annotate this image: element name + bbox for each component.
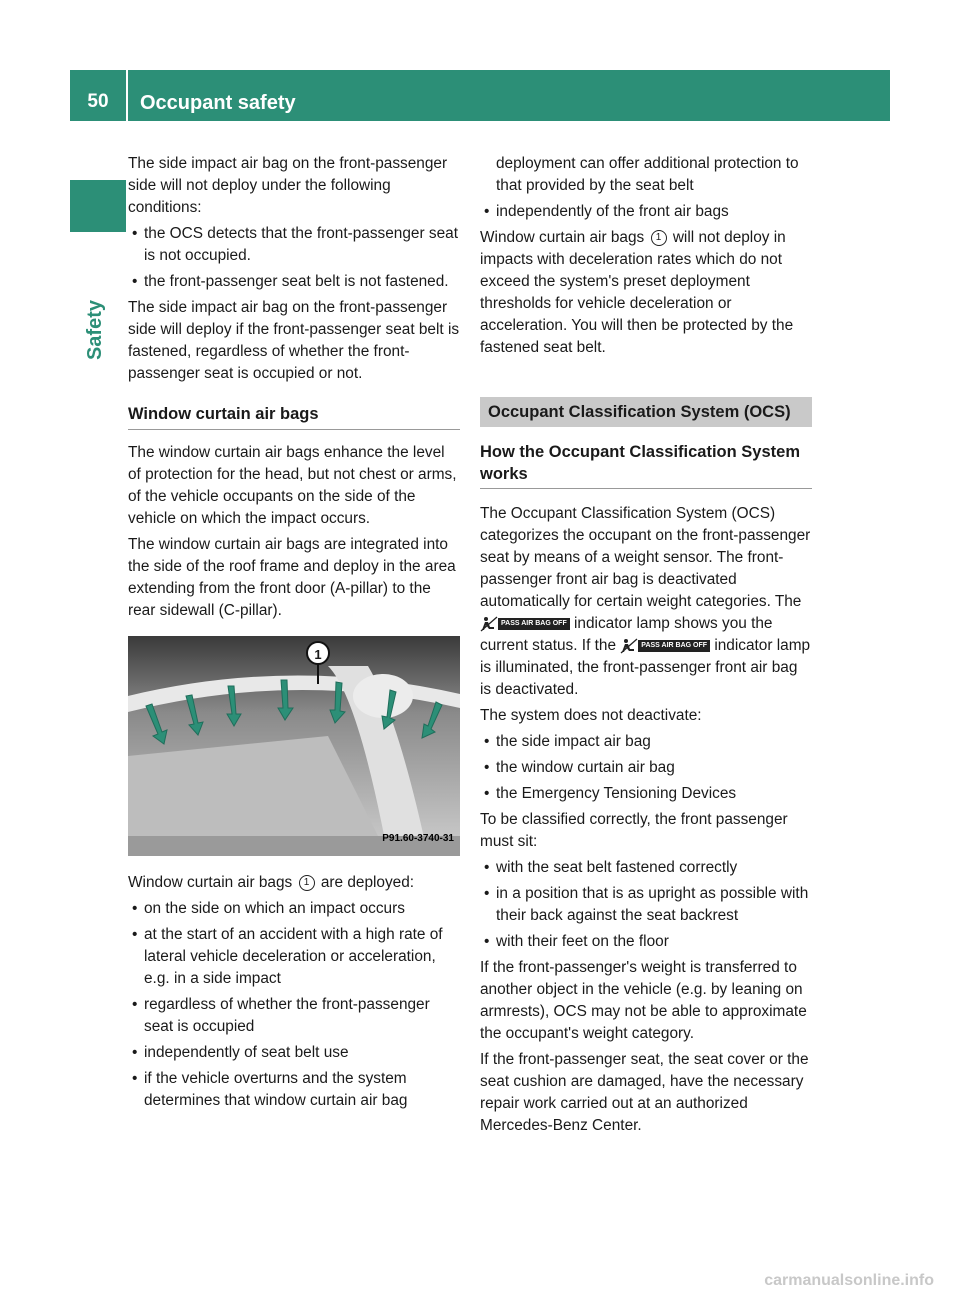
section-box-heading: Occupant Classification System (OCS) xyxy=(480,397,812,427)
list-item: • the window curtain air bag xyxy=(484,759,675,776)
paragraph: Window curtain air bags 1 will not deploy in impacts with deceleration rates which do not exceed the system's preset deployment thresholds for vehicle deceleration or acceleration. You will then be protected by the fastened seat belt. xyxy=(480,229,794,356)
section-marker xyxy=(70,180,126,232)
paragraph: If the front-passenger seat, the seat cover or the seat cushion are damaged, have the necessary repair work carried out at an authorized Mercedes-Benz Center. xyxy=(480,1051,809,1134)
header-separator xyxy=(126,70,128,121)
callout-1-icon: 1 xyxy=(651,230,667,246)
paragraph: The system does not deactivate: xyxy=(480,707,702,724)
car-interior-illustration xyxy=(128,636,460,856)
list-continuation: deployment can offer additional protection to that provided by the seat belt xyxy=(496,155,799,194)
pass-airbag-off-label: PASS AIR BAG OFF xyxy=(498,618,570,630)
list-item: • in a position that is as upright as possible with their back against the seat backrest xyxy=(484,885,809,924)
list-item: • with the seat belt fastened correctly xyxy=(484,859,738,876)
pass-airbag-off-label: PASS AIR BAG OFF xyxy=(638,640,710,652)
paragraph: Window curtain air bags 1 are deployed: xyxy=(128,874,415,891)
list-item: • the OCS detects that the front-passenger seat is not occupied. xyxy=(132,225,458,264)
paragraph: The Occupant Classification System (OCS) categorizes the occupant on the front-passenger seat by means of a weight sensor. The front-passenger front air bag is deactivated automatically for certain weight categories. The PASS AIR BAG OFF indicator lamp shows you the current status. If the PASS AIR BAG OFF indicator lamp is illuminated, the front-passenger front air bag is deactivated. xyxy=(480,505,811,698)
list-item: • the front-passenger seat belt is not fastened. xyxy=(132,273,449,290)
figure-code: P91.60-3740-31 xyxy=(382,833,454,844)
page-number: 50 xyxy=(87,91,109,112)
paragraph: The window curtain air bags are integrated into the side of the roof frame and deploy in the area extending from the front door (A-pillar) to the rear sidewall (C-pillar). xyxy=(128,536,456,619)
curtain-airbag-figure xyxy=(128,636,460,856)
section-heading: Window curtain air bags xyxy=(128,403,460,430)
list-item: • independently of the front air bags xyxy=(484,203,729,220)
paragraph: The window curtain air bags enhance the level of protection for the head, but not chest or arms, of the vehicle occupants on the side of the vehicle on which the impact occurs. xyxy=(128,444,457,527)
paragraph: If the front-passenger's weight is transferred to another object in the vehicle (e.g. by leaning on armrests), OCS may not be able to approximate the occupant's weight category. xyxy=(480,959,807,1042)
passenger-airbag-off-icon xyxy=(620,638,638,654)
list-item: • regardless of whether the front-passenger seat is occupied xyxy=(132,996,430,1035)
list-item: • at the start of an accident with a high rate of lateral vehicle deceleration or acceleration, e.g. in a side impact xyxy=(132,926,443,987)
list-item: • on the side on which an impact occurs xyxy=(132,900,405,917)
list-item: • the Emergency Tensioning Devices xyxy=(484,785,737,802)
page-number-box xyxy=(70,70,126,121)
callout-1-icon: 1 xyxy=(299,875,315,891)
figure-callout: 1 xyxy=(314,647,322,662)
page-title: Occupant safety xyxy=(140,92,296,114)
list-item: • if the vehicle overturns and the system determines that window curtain air bag xyxy=(132,1070,408,1109)
passenger-airbag-off-icon xyxy=(480,616,498,632)
section-label: Safety xyxy=(84,300,106,361)
paragraph: The side impact air bag on the front-passenger side will not deploy under the following conditions: xyxy=(128,155,448,216)
paragraph: To be classified correctly, the front passenger must sit: xyxy=(480,811,788,850)
subsection-heading: How the Occupant Classification System works xyxy=(480,441,812,489)
paragraph: The side impact air bag on the front-passenger side will deploy if the front-passenger seat belt is fastened, regardless of whether the front-passenger seat is occupied or not. xyxy=(128,299,460,382)
left-column xyxy=(128,153,460,1116)
list-item: • independently of seat belt use xyxy=(132,1044,349,1061)
watermark: carmanualsonline.info xyxy=(764,1272,934,1289)
right-column xyxy=(480,153,812,1141)
list-item: • with their feet on the floor xyxy=(484,933,669,950)
list-item: • the side impact air bag xyxy=(484,733,651,750)
